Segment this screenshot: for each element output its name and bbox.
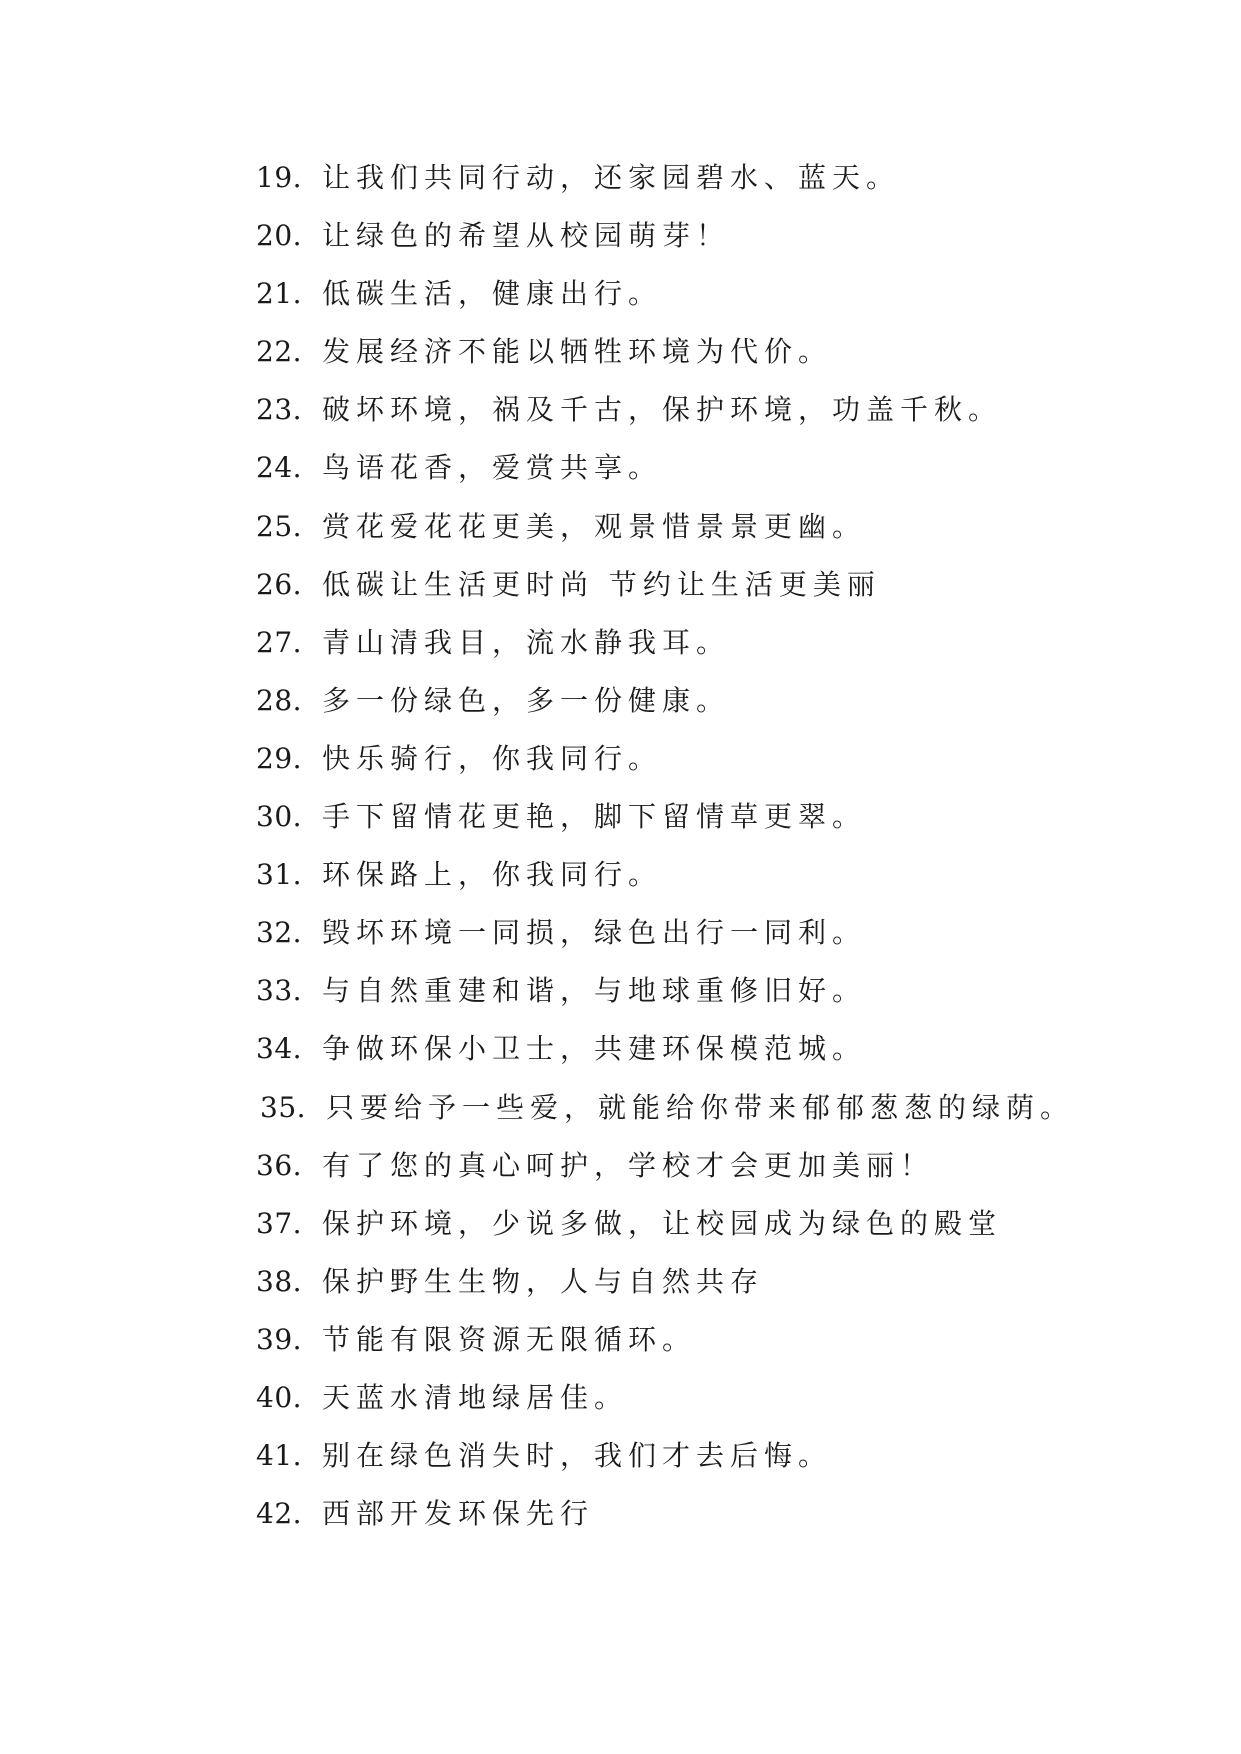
list-item bbox=[256, 1088, 1074, 1146]
list-item bbox=[256, 797, 1074, 855]
item-number: 29. bbox=[256, 741, 303, 775]
item-text: 西部开发环保先行 bbox=[322, 1497, 595, 1531]
item-text: 天蓝水清地绿居佳。 bbox=[322, 1380, 629, 1414]
item-number: 27. bbox=[256, 625, 303, 659]
item-number: 38. bbox=[256, 1264, 303, 1298]
list-item bbox=[256, 1378, 1074, 1436]
list-item bbox=[256, 1262, 1074, 1320]
item-text: 争做环保小卫士，共建环保模范城。 bbox=[322, 1032, 867, 1066]
list-item bbox=[256, 507, 1074, 565]
item-text: 多一份绿色，多一份健康。 bbox=[322, 683, 731, 717]
item-text: 让绿色的希望从校园萌芽！ bbox=[322, 219, 731, 253]
item-number: 32. bbox=[256, 916, 303, 950]
item-number: 21. bbox=[256, 277, 303, 311]
item-number: 40. bbox=[256, 1380, 303, 1414]
list-item bbox=[256, 1494, 1074, 1552]
item-text: 赏花爱花花更美，观景惜景景更幽。 bbox=[322, 509, 867, 543]
item-number: 39. bbox=[256, 1322, 303, 1356]
item-number: 30. bbox=[256, 800, 303, 834]
item-number: 19. bbox=[256, 161, 303, 194]
item-text: 保护野生生物，人与自然共存 bbox=[322, 1264, 765, 1298]
item-number: 22. bbox=[256, 335, 303, 369]
item-number: 31. bbox=[256, 858, 303, 892]
item-number: 35. bbox=[260, 1090, 307, 1124]
list-item bbox=[256, 332, 1074, 390]
item-text: 有了您的真心呵护，学校才会更加美丽！ bbox=[322, 1148, 935, 1182]
list-item bbox=[256, 158, 1074, 216]
list-item bbox=[256, 565, 1074, 623]
item-number: 42. bbox=[256, 1497, 303, 1531]
list-item bbox=[256, 390, 1074, 448]
list-item bbox=[256, 448, 1074, 506]
item-number: 20. bbox=[256, 219, 303, 253]
list-item bbox=[256, 913, 1074, 971]
list-item bbox=[256, 1029, 1074, 1087]
item-text: 低碳让生活更时尚 节约让生活更美丽 bbox=[322, 567, 881, 601]
item-text: 节能有限资源无限循环。 bbox=[322, 1322, 697, 1356]
item-text: 与自然重建和谐，与地球重修旧好。 bbox=[322, 974, 867, 1008]
item-text: 环保路上，你我同行。 bbox=[322, 858, 663, 892]
list-item bbox=[256, 1146, 1074, 1204]
list-item bbox=[256, 1320, 1074, 1378]
item-number: 33. bbox=[256, 974, 303, 1008]
item-text: 低碳生活，健康出行。 bbox=[322, 277, 663, 311]
item-number: 24. bbox=[256, 451, 303, 485]
list-item bbox=[256, 855, 1074, 913]
list-item bbox=[256, 681, 1074, 739]
item-number: 28. bbox=[256, 683, 303, 717]
list-item bbox=[256, 971, 1074, 1029]
item-number: 25. bbox=[256, 509, 303, 543]
list-item bbox=[256, 216, 1074, 274]
item-text: 破坏环境，祸及千古，保护环境，功盖千秋。 bbox=[322, 393, 1003, 427]
item-text: 青山清我目，流水静我耳。 bbox=[322, 625, 731, 659]
list-item bbox=[256, 274, 1074, 332]
item-number: 34. bbox=[256, 1032, 303, 1066]
item-text: 发展经济不能以牺牲环境为代价。 bbox=[322, 335, 833, 369]
item-text: 别在绿色消失时，我们才去后悔。 bbox=[322, 1439, 833, 1473]
item-text: 保护环境，少说多做，让校园成为绿色的殿堂 bbox=[322, 1206, 1003, 1240]
item-text: 快乐骑行，你我同行。 bbox=[322, 741, 663, 775]
item-text: 鸟语花香，爱赏共享。 bbox=[322, 451, 663, 485]
list-item bbox=[256, 739, 1074, 797]
list-item bbox=[256, 1436, 1074, 1494]
list-item bbox=[256, 1204, 1074, 1262]
item-number: 36. bbox=[256, 1148, 303, 1182]
item-text: 手下留情花更艳，脚下留情草更翠。 bbox=[322, 800, 867, 834]
item-number: 41. bbox=[256, 1439, 303, 1473]
item-number: 37. bbox=[256, 1206, 303, 1240]
slogan-list bbox=[256, 158, 1074, 1552]
list-item bbox=[256, 623, 1074, 681]
item-number: 26. bbox=[256, 567, 303, 601]
item-text: 毁坏环境一同损，绿色出行一同利。 bbox=[322, 916, 867, 950]
item-number: 23. bbox=[256, 393, 303, 427]
item-text: 让我们共同行动，还家园碧水、蓝天。 bbox=[322, 161, 901, 194]
item-text: 只要给予一些爱，就能给你带来郁郁葱葱的绿荫。 bbox=[326, 1090, 1075, 1124]
